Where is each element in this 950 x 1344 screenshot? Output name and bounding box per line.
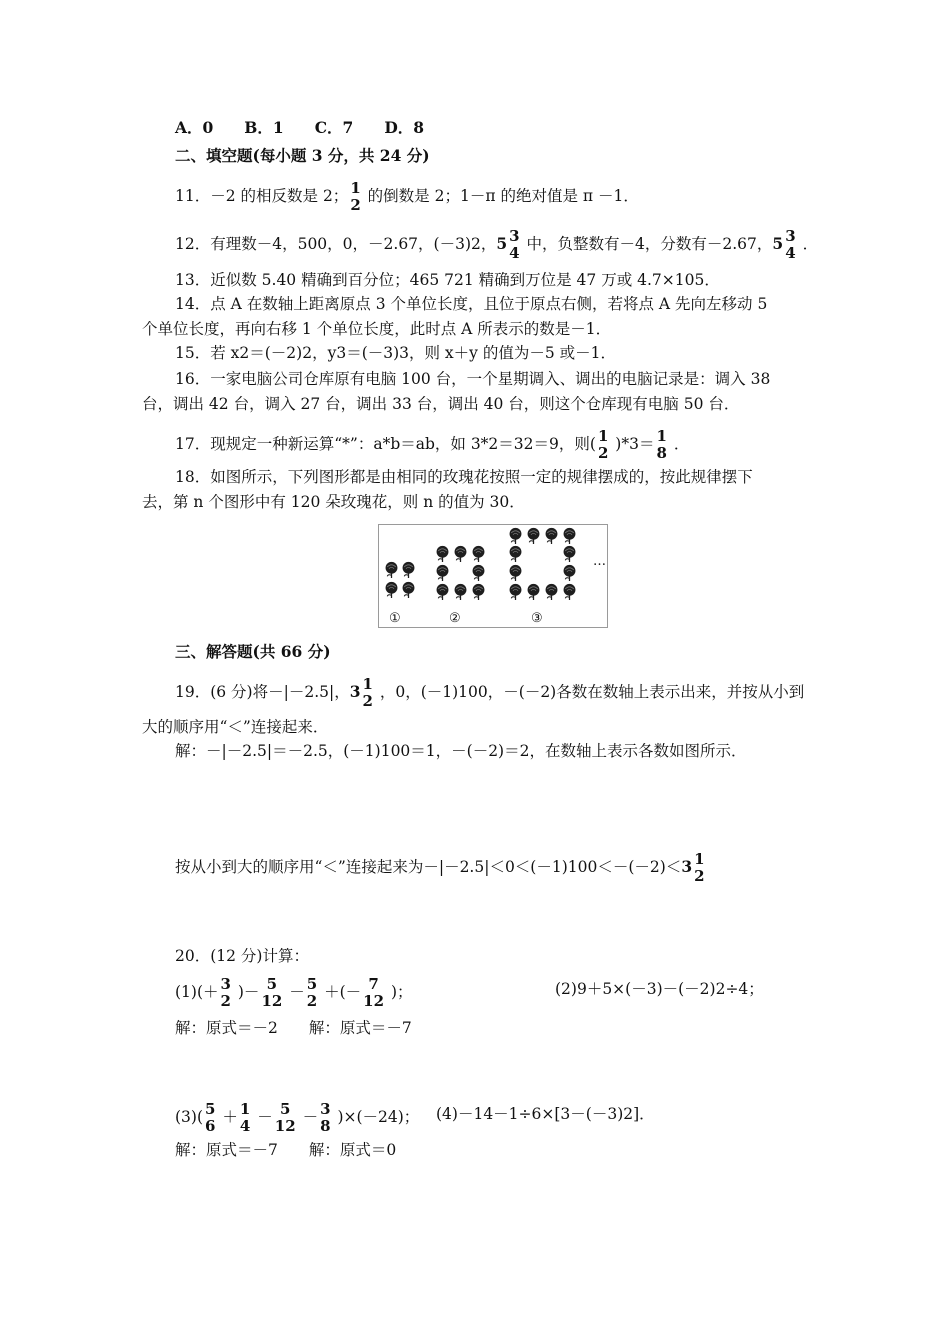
rose-icon xyxy=(470,545,487,562)
q11-text-b: 的倒数是 2；1－π 的绝对值是 π －1． xyxy=(362,187,639,205)
q17-fraction-2: 1 8 xyxy=(656,427,667,462)
rose-icon xyxy=(507,564,524,581)
rose-icon xyxy=(525,527,542,544)
question-20-part3: (3)( 5 6 ＋ 1 4 － 5 12 － 3 8 )×(－24)； xyxy=(175,1100,420,1135)
rose-icon xyxy=(470,564,487,581)
question-16-line1: 16．一家电脑公司仓库原有电脑 100 台，一个星期调入、调出的电脑记录是：调入 38 xyxy=(175,370,771,388)
rose-icon xyxy=(434,564,451,581)
question-18-line1: 18．如图所示，下列图形都是由相同的玫瑰花按照一定的规律摆成的，按此规律摆下 xyxy=(175,468,753,486)
rose-pattern-figure xyxy=(378,524,608,628)
question-19-solution: 解：－|－2.5|＝－2.5，(－1)100＝1，－(－2)＝2，在数轴上表示各数如图所示． xyxy=(175,742,747,760)
question-16-line2: 台，调出 42 台，调入 27 台，调出 33 台，调出 40 台，则这个仓库现有电脑 50 台． xyxy=(142,395,740,413)
question-11 xyxy=(175,180,639,214)
choice-options: A．0 B．1 C．7 D．8 xyxy=(175,118,425,137)
rose-icon xyxy=(507,527,524,544)
q17-fraction-1: 1 2 xyxy=(597,427,609,462)
figure-label-1: ① xyxy=(389,611,401,626)
section3-title: 三、解答题(共 66 分) xyxy=(175,642,331,661)
rose-icon xyxy=(383,561,400,578)
rose-icon xyxy=(452,545,469,562)
q12-text-b: 中，负整数有－4，分数有－2.67， xyxy=(521,235,773,253)
question-20-part2: (2)9＋5×(－3)－(－2)2÷4； xyxy=(555,980,764,998)
q12-mixed-2: 5 3 4 xyxy=(772,227,796,262)
figure-ellipsis: … xyxy=(593,554,606,569)
section2-title: 二、填空题(每小题 3 分，共 24 分) xyxy=(175,146,430,165)
question-19-line2: 大的顺序用“＜”连接起来． xyxy=(142,718,329,736)
rose-icon xyxy=(561,583,578,600)
question-14-line2: 个单位长度，再向右移 1 个单位长度，此时点 A 所表示的数是－1． xyxy=(142,320,612,338)
rose-icon xyxy=(561,545,578,562)
rose-icon xyxy=(434,545,451,562)
rose-icon xyxy=(561,527,578,544)
rose-icon xyxy=(543,583,560,600)
q19-mixed: 3 1 2 xyxy=(349,675,373,710)
q11-text-a: 11．－2 的相反数是 2； xyxy=(175,187,349,205)
rose-icon xyxy=(543,527,560,544)
q19-order-mixed: 3 1 2 xyxy=(681,850,705,885)
rose-icon xyxy=(383,581,400,598)
question-17: 17．现规定一种新运算“*”：a*b＝ab，如 3*2＝32＝9，则( 1 2 )*3＝ 1 8 ． xyxy=(175,427,690,462)
question-14-line1: 14．点 A 在数轴上距离原点 3 个单位长度，且位于原点右侧，若将点 A 先向左移动 5 xyxy=(175,295,768,313)
figure-label-3: ③ xyxy=(531,611,543,626)
rose-icon xyxy=(470,583,487,600)
figure-label-2: ② xyxy=(449,611,461,626)
question-20-part1: (1)(＋ 3 2 )－ 5 12 － 5 2 ＋(－ 7 12 )； xyxy=(175,975,413,1010)
question-13: 13．近似数 5.40 精确到百分位；465 721 精确到万位是 47 万或 4.7×105． xyxy=(175,271,720,289)
rose-icon xyxy=(400,581,417,598)
question-19-order: 按从小到大的顺序用“＜”连接起来为－|－2.5|＜0＜(－1)100＜－(－2)＜3 1 2 xyxy=(175,850,705,885)
rose-icon xyxy=(525,583,542,600)
q11-fraction: 1 2 xyxy=(350,179,361,214)
question-19: 19．(6 分)将－|－2.5|，3 1 2 ，0，(－1)100，－(－2)各数在数轴上表示出来，并按从小到 xyxy=(175,675,805,710)
q12-text-a: 12．有理数－4，500，0，－2.67，(－3)2， xyxy=(175,235,497,253)
question-15: 15．若 x2＝(－2)2，y3＝(－3)3，则 x＋y 的值为－5 或－1． xyxy=(175,344,617,362)
rose-icon xyxy=(561,564,578,581)
rose-icon xyxy=(507,545,524,562)
rose-icon xyxy=(434,583,451,600)
question-20-solution-1-2: 解：原式＝－2 解：原式＝－7 xyxy=(175,1019,412,1037)
question-20-part4: (4)－14－1÷6×[3－(－3)2]． xyxy=(436,1105,655,1123)
question-18-line2: 去，第 n 个图形中有 120 朵玫瑰花，则 n 的值为 30． xyxy=(142,493,525,511)
rose-icon xyxy=(452,583,469,600)
question-12: 12．有理数－4，500，0，－2.67，(－3)2，5 3 4 中，负整数有－4，分数有－2.67，5 3 4 ． xyxy=(175,227,819,262)
rose-icon xyxy=(400,561,417,578)
q12-mixed-1: 5 3 4 xyxy=(496,227,520,262)
question-20-solution-3-4: 解：原式＝－7 解：原式＝0 xyxy=(175,1141,397,1159)
rose-icon xyxy=(507,583,524,600)
question-20-title: 20．(12 分)计算： xyxy=(175,947,309,965)
